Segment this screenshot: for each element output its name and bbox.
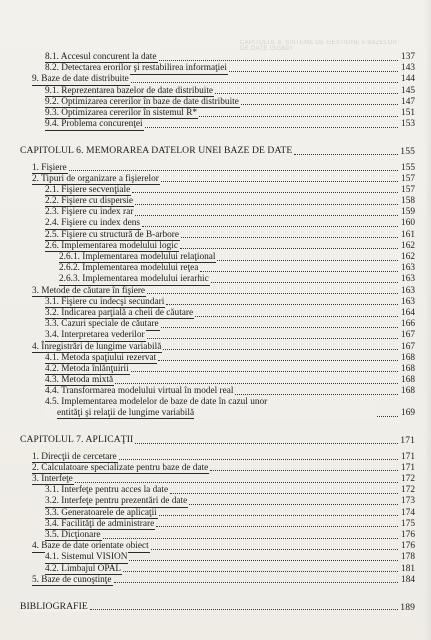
- page-number: 158: [401, 196, 415, 207]
- page-number: 168: [401, 375, 415, 386]
- dot-leader: [147, 293, 398, 294]
- page-number: 171: [400, 435, 415, 447]
- bleed-through-text: CAPITOLUL 8. SISTEME DE GESTIUNE A BAZELOR DE DATE (SGBD): [240, 40, 398, 50]
- entry-title: 4. Baze de date orientate obiect: [32, 541, 149, 552]
- toc-entry: [0, 86, 431, 97]
- dot-leader: [142, 226, 398, 227]
- toc-entry: [0, 263, 431, 274]
- entry-title: 3.3. Generatoarele de aplicaţii: [45, 507, 157, 518]
- page-number: 137: [401, 52, 415, 62]
- entry-title: 1. Fişiere: [32, 162, 67, 173]
- toc-entry: [0, 297, 431, 308]
- entry-title: 3.5. Dicţionare: [45, 529, 101, 540]
- toc-entry: [0, 541, 431, 552]
- entry-title: 1. Direcţii de cercetare: [32, 451, 117, 462]
- dot-leader: [129, 560, 398, 561]
- page-number: 157: [401, 173, 415, 184]
- toc-entry: [0, 474, 431, 485]
- page-number: 157: [401, 184, 415, 195]
- toc-entry: [0, 342, 431, 353]
- entry-title: 3.4. Facilităţi de administrare: [45, 518, 155, 529]
- page-number: 147: [401, 96, 415, 107]
- page-number: 163: [401, 285, 415, 296]
- dot-leader: [161, 327, 398, 328]
- dot-leader: [158, 360, 398, 361]
- dot-leader: [229, 71, 398, 72]
- dot-leader: [103, 538, 398, 539]
- page-number: 166: [401, 319, 415, 330]
- page-number: 144: [401, 74, 415, 85]
- toc-entry: [0, 519, 431, 530]
- page-number: 151: [401, 107, 415, 118]
- chapter-entry: [0, 435, 431, 446]
- dot-leader: [211, 282, 398, 283]
- page-number: 174: [401, 507, 415, 518]
- entry-title: 9.2. Optimizarea cererilor în baze de date distribuite: [45, 96, 239, 107]
- spacer: [0, 586, 431, 602]
- dot-leader: [235, 394, 398, 395]
- entry-title: CAPITOLUL 6. MEMORAREA DATELOR UNEI BAZE DE DATE: [20, 145, 293, 157]
- dot-leader: [119, 459, 398, 460]
- dot-leader: [69, 170, 398, 171]
- toc-entry: [0, 575, 431, 586]
- page-number: 163: [401, 263, 415, 274]
- page-number: 163: [401, 296, 415, 307]
- page-number: 159: [401, 207, 415, 218]
- entry-title: 2.4. Fişiere cu index dens: [45, 218, 141, 229]
- toc-entry: [0, 63, 431, 74]
- toc-entry: [0, 330, 431, 341]
- entry-title: 9.1. Reprezentarea bazelor de date distribuite: [45, 85, 214, 96]
- entry-title: 3. Interfeţe: [32, 474, 73, 484]
- page-number: 155: [400, 146, 415, 158]
- entry-title: 2.5. Fişiere cu structură de B-arbore: [45, 229, 179, 240]
- entry-title: 4.2. Metoda înlănţuirii: [45, 363, 129, 374]
- page-number: 178: [401, 552, 415, 563]
- page-edge-shadow: [425, 0, 431, 640]
- page-number: 175: [401, 518, 415, 529]
- entry-title: 2.3. Fişiere cu index rar: [45, 207, 134, 218]
- toc-entry: [0, 463, 431, 474]
- entry-title: 2.6.2. Implementarea modelului reţea: [59, 263, 199, 274]
- dot-leader: [132, 192, 398, 193]
- toc-entry: [0, 108, 431, 119]
- toc-entry: [0, 564, 431, 575]
- entry-title: 2.2. Fişiere cu dispersie: [45, 196, 134, 207]
- toc-entry: [0, 353, 431, 364]
- page-number: 168: [401, 363, 415, 374]
- toc-entry: [0, 207, 431, 218]
- toc-entry: [0, 286, 431, 297]
- toc-entry: [0, 508, 431, 519]
- dot-leader: [135, 204, 398, 205]
- page-number: 168: [401, 386, 415, 397]
- dot-leader: [189, 504, 398, 505]
- dot-leader: [163, 349, 398, 350]
- toc-entry: [0, 452, 431, 463]
- page-number: 189: [400, 601, 415, 613]
- toc-entry: [0, 241, 431, 252]
- entry-title: 3.1. Interfeţe pentru acces la date: [45, 485, 169, 496]
- toc-entry: [0, 52, 431, 63]
- page-number: 169: [401, 408, 415, 419]
- toc-entry: [0, 174, 431, 185]
- dot-leader: [131, 82, 398, 83]
- entry-title: 4.4. Transformarea modelului virtual în model real: [45, 386, 234, 397]
- entry-title: 3.4. Interpretarea vederilor: [45, 330, 145, 341]
- entry-title: 2. Calculatoare specializate pentru baze de date: [32, 462, 209, 473]
- entry-title-line1: 4.5. Implementarea modelelor de baze de date în cazul unor: [45, 397, 268, 408]
- dot-leader: [195, 316, 398, 317]
- dot-leader: [135, 215, 398, 216]
- toc-entry: [0, 386, 431, 397]
- page-number: 155: [401, 162, 415, 173]
- entry-title: 4.3. Metoda mixtă: [45, 375, 114, 386]
- entry-title: 2.6.1. Implementarea modelului relaţional: [59, 252, 216, 262]
- page-number: 171: [401, 462, 415, 473]
- dot-leader: [215, 93, 398, 94]
- entry-title: 2.1. Fişiere secvenţiale: [45, 184, 131, 195]
- toc-entry: [0, 218, 431, 229]
- dot-leader: [90, 609, 398, 610]
- entry-title: 4.2. Limbajul OPAL: [45, 563, 122, 574]
- entry-title: 3.3. Cazuri speciale de căutare: [45, 319, 159, 330]
- toc-entry: [0, 230, 431, 241]
- entry-title: 2.6.3. Implementarea modelului ierarhic: [59, 274, 209, 285]
- page-number: 171: [401, 451, 415, 462]
- entry-title: [45, 397, 376, 419]
- entry-title: 3. Metode de căutare în fişiere: [32, 285, 146, 296]
- dot-leader: [75, 482, 398, 483]
- toc-entry: [0, 397, 431, 419]
- toc-entry: [0, 364, 431, 375]
- table-of-contents: [0, 52, 431, 613]
- toc-entry: [0, 97, 431, 108]
- entry-title: 9. Baze de date distribuite: [32, 74, 129, 85]
- toc-entry: [0, 496, 431, 507]
- page-number: 167: [401, 341, 415, 352]
- page-number: 184: [401, 574, 415, 585]
- chapter-entry: [0, 602, 431, 613]
- dot-leader: [210, 470, 398, 471]
- toc-entry: [0, 485, 431, 496]
- dot-leader: [161, 181, 398, 182]
- toc-entry: [0, 185, 431, 196]
- entry-title: 3.1. Fişiere cu indecşi secundari: [45, 296, 165, 307]
- toc-entry: [0, 74, 431, 85]
- dot-leader: [131, 371, 398, 372]
- toc-entry: [0, 274, 431, 285]
- entry-title: 9.4. Problema concurenţei: [45, 119, 143, 130]
- toc-entry: [0, 319, 431, 330]
- dot-leader: [294, 154, 398, 155]
- dot-leader: [135, 443, 398, 444]
- entry-title: 2. Tipuri de organizare a fişierelor: [32, 173, 159, 184]
- toc-entry: [0, 163, 431, 174]
- entry-title: 9.3. Optimizarea cererilor în sistemul R*: [45, 107, 198, 118]
- dot-leader: [114, 582, 398, 583]
- page-number: 164: [401, 307, 415, 318]
- spacer: [0, 419, 431, 435]
- entry-title: BIBLIOGRAFIE: [20, 600, 88, 612]
- page-number: 160: [401, 218, 415, 229]
- entry-title: 4. Înregistrări de lungime variabilă: [32, 341, 162, 352]
- dot-leader: [159, 60, 398, 61]
- dot-leader: [147, 338, 398, 339]
- entry-title: 8.1. Accesul concurent la date: [45, 52, 157, 62]
- entry-title: CAPITOLUL 7. APLICAŢII: [20, 434, 134, 446]
- page-number: 145: [401, 85, 415, 96]
- page-number: 176: [401, 529, 415, 540]
- entry-title: 2.6. Implementarea modelului logic: [45, 240, 178, 251]
- page-number: 163: [401, 274, 415, 285]
- toc-entry: [0, 308, 431, 319]
- page-number: 167: [401, 330, 415, 341]
- dot-leader: [200, 271, 398, 272]
- dot-leader: [145, 127, 398, 128]
- dot-leader: [180, 248, 398, 249]
- dot-leader: [181, 237, 398, 238]
- page-number: 181: [401, 563, 415, 574]
- entry-title-line2: entităţi şi relaţii de lungime variabilă: [57, 408, 195, 419]
- entry-title: 4.1. Sistemul VISION: [45, 552, 128, 563]
- dot-leader: [199, 116, 398, 117]
- entry-title: 3.2. Indicarea parţială a cheii de căutare: [45, 307, 194, 318]
- dot-leader: [241, 104, 398, 105]
- chapter-entry: [0, 146, 431, 157]
- toc-entry: [0, 119, 431, 130]
- toc-entry: [0, 196, 431, 207]
- page-number: 161: [401, 229, 415, 240]
- spacer: [0, 130, 431, 146]
- dot-leader: [115, 383, 398, 384]
- entry-title: 3.2. Interfeţe pentru prezentări de date: [45, 496, 188, 507]
- page-number: 173: [401, 496, 415, 507]
- toc-entry: [0, 530, 431, 541]
- dot-leader: [156, 526, 398, 527]
- entry-title: 5. Baze de cunoştinţe: [32, 574, 112, 585]
- toc-entry: [0, 252, 431, 263]
- toc-entry: [0, 552, 431, 563]
- dot-leader: [151, 549, 398, 550]
- entry-title: 8.2. Detectarea erorilor şi restabilirea informaţiei: [45, 63, 227, 74]
- dot-leader: [166, 304, 398, 305]
- dot-leader: [170, 493, 398, 494]
- page-number: 172: [401, 485, 415, 496]
- page-number: 172: [401, 474, 415, 484]
- page-number: 143: [401, 63, 415, 74]
- dot-leader: [159, 515, 398, 516]
- page-number: 162: [401, 240, 415, 251]
- dot-leader: [217, 260, 398, 261]
- entry-title: 4.1. Metoda spaţiului rezervat: [45, 352, 157, 363]
- page-number: 162: [401, 252, 415, 262]
- page-number: 168: [401, 352, 415, 363]
- dot-leader: [123, 571, 398, 572]
- toc-entry: [0, 375, 431, 386]
- page-number: 153: [401, 119, 415, 130]
- page-number: 176: [401, 541, 415, 552]
